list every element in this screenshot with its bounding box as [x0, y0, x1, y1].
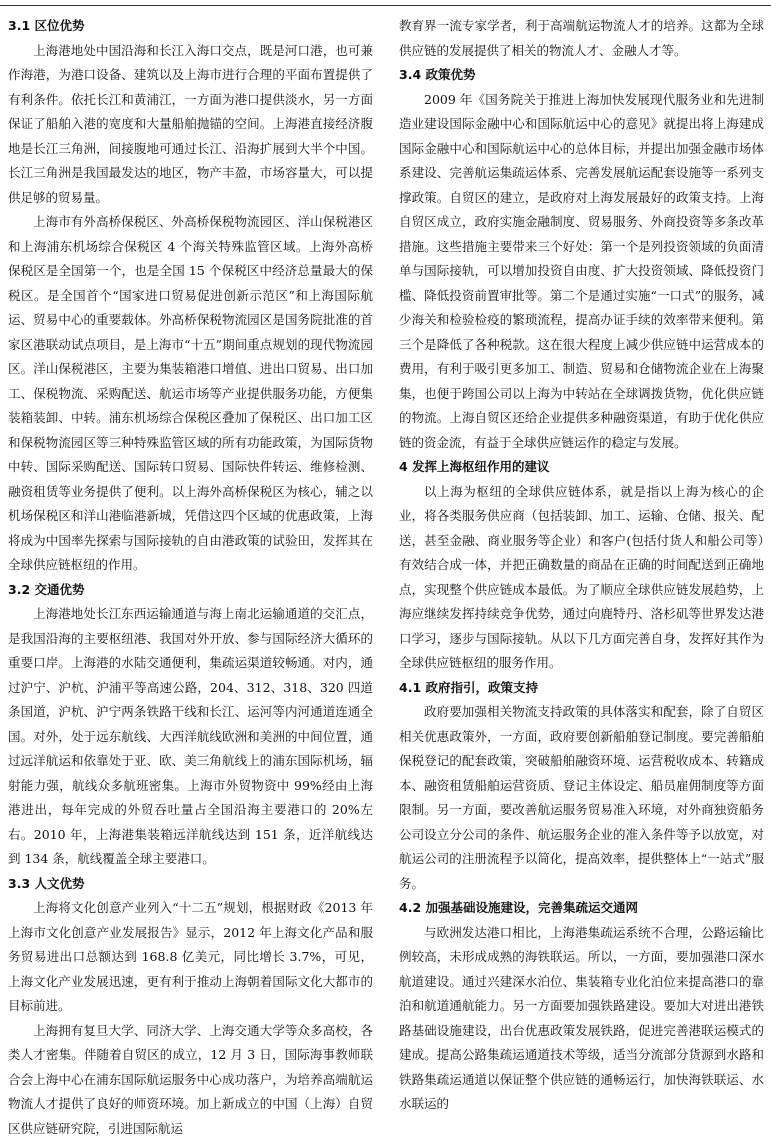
paragraph: 上海港地处中国沿海和长江入海口交点，既是河口港，也可兼作海港，为港口设备、建筑以及上海市进行合理的平面布置提供了有利条件。依托长江和黄浦江，一方面为港口提供淡水，另一方面保证了船舶入港的宽度和大量船舶抛锚的空间。上海港直接经济腹地是长江三角洲，间接腹地可通过长江、沿海扩展到大半个中国。长江三角洲是我国最发达的地区，物产丰盈，市场容量大，可以提供足够的贸易量。 [8, 39, 373, 211]
top-rule [0, 5, 771, 6]
heading-3-4: 3.4 政策优势 [399, 63, 764, 88]
heading-4: 4 发挥上海枢纽作用的建议 [399, 455, 764, 480]
heading-4-2: 4.2 加强基础设施建设，完善集疏运交通网 [399, 896, 764, 921]
heading-3-1: 3.1 区位优势 [8, 14, 373, 39]
paragraph: 上海港地处长江东西运输通道与海上南北运输通道的交汇点，是我国沿海的主要枢纽港、我国对外开放、参与国际经济大循环的重要口岸。上海港的水陆交通便利，集疏运渠道较畅通。对内，通过沪宁、沪杭、沪浦平等高速公路，204、312、318、320 四道条国道，沪杭、沪宁两条铁路干线和长江、运河等内河通道连通全国。对外，处于远东航线、大西洋航线欧洲和美洲的中间位置，通过远洋航运和依靠处于亚、欧、美三角航线上的浦东国际机场，辐射能力强，航线众多航班密集。上海市外贸物资中 99%经由上海港进出，每年完成的外贸吞吐量占全国沿海主要港口的 20%左右。2010 年，上海港集装箱远洋航线达到 151 条，近洋航线达到 134 条，航线覆盖全球主要港口。 [8, 602, 373, 872]
heading-4-1: 4.1 政府指引，政策支持 [399, 676, 764, 701]
left-column [8, 14, 373, 1141]
paragraph: 2009 年《国务院关于推进上海加快发展现代服务业和先进制造业建设国际金融中心和国际航运中心的意见》就提出将上海建成国际金融中心和国际航运中心的总体目标，并提出加强金融市场体系建设、完善航运集疏运体系、完善发展航运配套设施等一系列支撑政策。自贸区的建立，是政府对上海发展最好的政策支持。上海自贸区成立，政府实施金融制度、贸易服务、外商投资等多条改革措施。这些措施主要带来三个好处：第一个是列投资领域的负面清单与国际接轨，可以增加投资自由度、扩大投资领域、降低投资门槛、降低投资前置审批等。第二个是通过实施“一口式”的服务，减少海关和检验检疫的繁琐流程，提高办证手续的效率带来便利。第三个是降低了各种税款。这在很大程度上减少供应链中运营成本的费用，有利于吸引更多加工、制造、贸易和仓储物流企业在上海聚集，也便于跨国公司以上海为中转站在全球调拨货物，优化供应链的物流。上海自贸区还给企业提供多种融资渠道，有助于优化供应链的资金流，有益于全球供应链运作的稳定与发展。 [399, 88, 764, 456]
heading-3-2: 3.2 交通优势 [8, 578, 373, 603]
paragraph-continued: 教育界一流专家学者，利于高端航运物流人才的培养。这都为全球供应链的发展提供了相关的物流人才、金融人才等。 [399, 14, 764, 63]
paragraph: 上海拥有复旦大学、同济大学、上海交通大学等众多高校，各类人才密集。伴随着自贸区的成立，12 月 3 日，国际海事教师联合会上海中心在浦东国际航运服务中心成功落户，为培养高端航运物流人才提供了良好的师资环境。加上新成立的中国（上海）自贸区供应链研究院，引进国际航运 [8, 1019, 373, 1141]
paragraph: 以上海为枢纽的全球供应链体系，就是指以上海为核心的企业，将各类服务供应商（包括装卸、加工、运输、仓储、报关、配送，甚至金融、商业服务等企业）和客户(包括付货人和船公司等）有效结合成一体，并把正确数量的商品在正确的时间配送到正确地点，实现整个供应链成本最低。为了顺应全球供应链发展趋势，上海应继续发挥持续竞争优势，通过向鹿特丹、洛杉矶等世界发达港口学习，逐步与国际接轨。从以下几方面完善自身，发挥好其作为全球供应链枢纽的服务作用。 [399, 480, 764, 676]
paragraph: 与欧洲发达港口相比，上海港集疏运系统不合理，公路运输比例较高，未形成成熟的海铁联运。所以，一方面，要加强港口深水航道建设。通过兴建深水泊位、集装箱专业化泊位来提高港口的靠泊和航道通航能力。另一方面要加强铁路建设。要加大对进出港铁路基础设施建设，出台优惠政策发展铁路，促进完善港联运模式的建成。提高公路集疏运通道技术等级，适当分流部分货源到水路和铁路集疏运通道以保证整个供应链的通畅运行，加快海铁联运、水水联运的 [399, 921, 764, 1117]
right-column [399, 14, 764, 1117]
paragraph: 政府要加强相关物流支持政策的具体落实和配套，除了自贸区相关优惠政策外，一方面，政府要创新船舶登记制度。要完善船舶保税登记的配套政策，突破船舶融资环境、运营税收成本、转籍成本、融资租赁船舶运营资质、登记主体设定、船员雇佣制度等方面限制。另一方面，要改善航运服务贸易准入环境，对外商独资船务公司设立分公司的条件、航运服务企业的准入条件等予以放宽，对航运公司的注册流程予以简化，提高效率，提供整体上“一站式”服务。 [399, 700, 764, 896]
paragraph: 上海将文化创意产业列入“十二五”规划，根据财政《2013 年上海市文化创意产业发展报告》显示，2012 年上海文化产品和服务贸易进出口总额达到 168.8 亿美元，同比增长 3.7%，可见，上海文化产业发展迅速，更有利于推动上海朝着国际文化大都市的目标前进。 [8, 896, 373, 1019]
heading-3-3: 3.3 人文优势 [8, 872, 373, 897]
paragraph: 上海市有外高桥保税区、外高桥保税物流园区、洋山保税港区和上海浦东机场综合保税区 4 个海关特殊监管区域。上海外高桥保税区是全国第一个，也是全国 15 个保税区中经济总量最大的保税区。是全国首个“国家进口贸易促进创新示范区”和上海国际航运、贸易中心的重要载体。外高桥保税物流园区是国务院批准的首家区港联动试点项目，是上海市“十五”期间重点规划的现代物流园区。洋山保税港区，主要为集装箱港口增值、进出口贸易、出口加工、保税物流、采购配送、航运市场等产业提供服务功能，方便集装箱装卸、中转。浦东机场综合保税区叠加了保税区、出口加工区和保税物流园区等三种特殊监管区域的所有功能政策，为国际货物中转、国际采购配送、国际转口贸易、国际快件转运、维修检测、融资租赁等业务提供了便利。以上海外高桥保税区为核心，辅之以机场保税区和洋山港临港新城，凭借这四个区域的优惠政策，上海将成为中国率先探索与国际接轨的自由港政策的试验田，发挥其在全球供应链枢纽的作用。 [8, 210, 373, 578]
